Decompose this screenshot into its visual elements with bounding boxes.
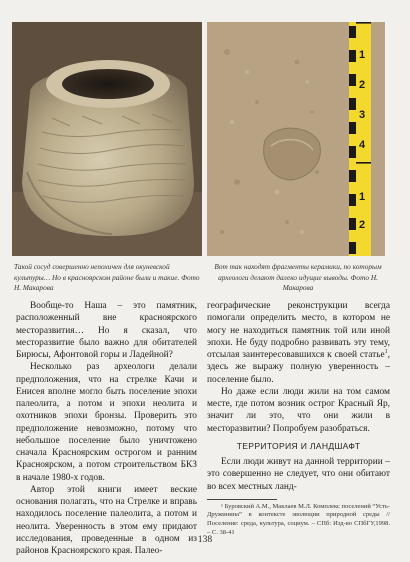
footnote-reference[interactable]: 1 [384,348,388,355]
ruler-digit: 1 [359,191,366,203]
body-paragraph: Если люди живут на данной территории – это совершенно не следует, что они обитают во всех местных ланд- [207,457,390,492]
section-heading: ТЕРРИТОРИЯ И ЛАНДШАФТ [236,440,361,451]
body-text: географические реконструкции всегда помогали определить место, в котором не могу не находиться памятник той или иной эпохи. Не буду подробно развивать эту тему, отсылая заинтересовавшихся к своей статье [207,301,390,360]
ruler-digit: 2 [359,79,366,91]
photo-caption-left: Такой сосуд совершенно непохичен для окуневской культуры… Но в красноярском районе были и такие. Фото Н. Макарова [14,262,200,292]
clay-vessel-photo [12,22,202,256]
text-column-right [207,300,390,537]
photo-caption-right: Вот так находят фрагменты керамики, по которым археологи делают далеко идущие выводы. Фото Н. Макарова [214,262,382,292]
excavation-photo [207,22,385,256]
ruler-digit: 1 [359,49,366,61]
body-paragraph: Но даже если люди жили на том самом месте, где потом возник острог Красный Яр, значит ли это, что они жили в местоpазвитии? Попробуем разобраться. [207,386,390,434]
excavation-illustration [207,22,385,256]
clay-vessel-illustration [12,22,202,256]
body-paragraph: Несколько раз археологи делали предположения, что на стрелке Качи и Енисея вполне могло быть поселение эпохи палеолита, а потом и эпохи неолита и охотников эпохи бронзы. Проверить это предположение невозможно, потому что небольшое поселение было уничтожено сначала Красноярским острогом и ранним Красноярском, а потом строительством БКЗ в начале 1980-х годов. [16,362,197,483]
footnote-divider [207,499,277,500]
page-number: 138 [197,534,213,545]
footnote: ¹ Буровский А.М., Маклаев М.Л. Комплекс поселений “Усть-Дружинина” в контексте эволюции природной среды // Поселение: среда, культура, социум. – СПб: Изд-во СПбГУ,1998. – С. 38-41 [207,502,390,536]
body-paragraph-continued [207,300,390,386]
body-paragraph: Автор этой книги имеет веские основания полагать, что на Стрелке и вправь находилось поселение палеолита, а потом и неолита. Уверенность в этом ему придают исследования, проведенные в одном из районов Красноярского края. Палео- [16,484,197,556]
ruler-digit: 3 [359,109,366,121]
ruler-digit: 4 [359,139,366,151]
text-column-left [16,300,197,557]
body-text: , здесь же выражу полную уверенность – поселение было. [207,350,390,385]
ruler-digit: 2 [359,219,366,231]
body-paragraph: Вообще-то Наша – это памятник, расположенный вне красноярского местоpазвития… Но я сказал, что месторазвитие было важно для обитателей Бирюсы, Афонтовой горы и Ладейной? [16,301,197,360]
